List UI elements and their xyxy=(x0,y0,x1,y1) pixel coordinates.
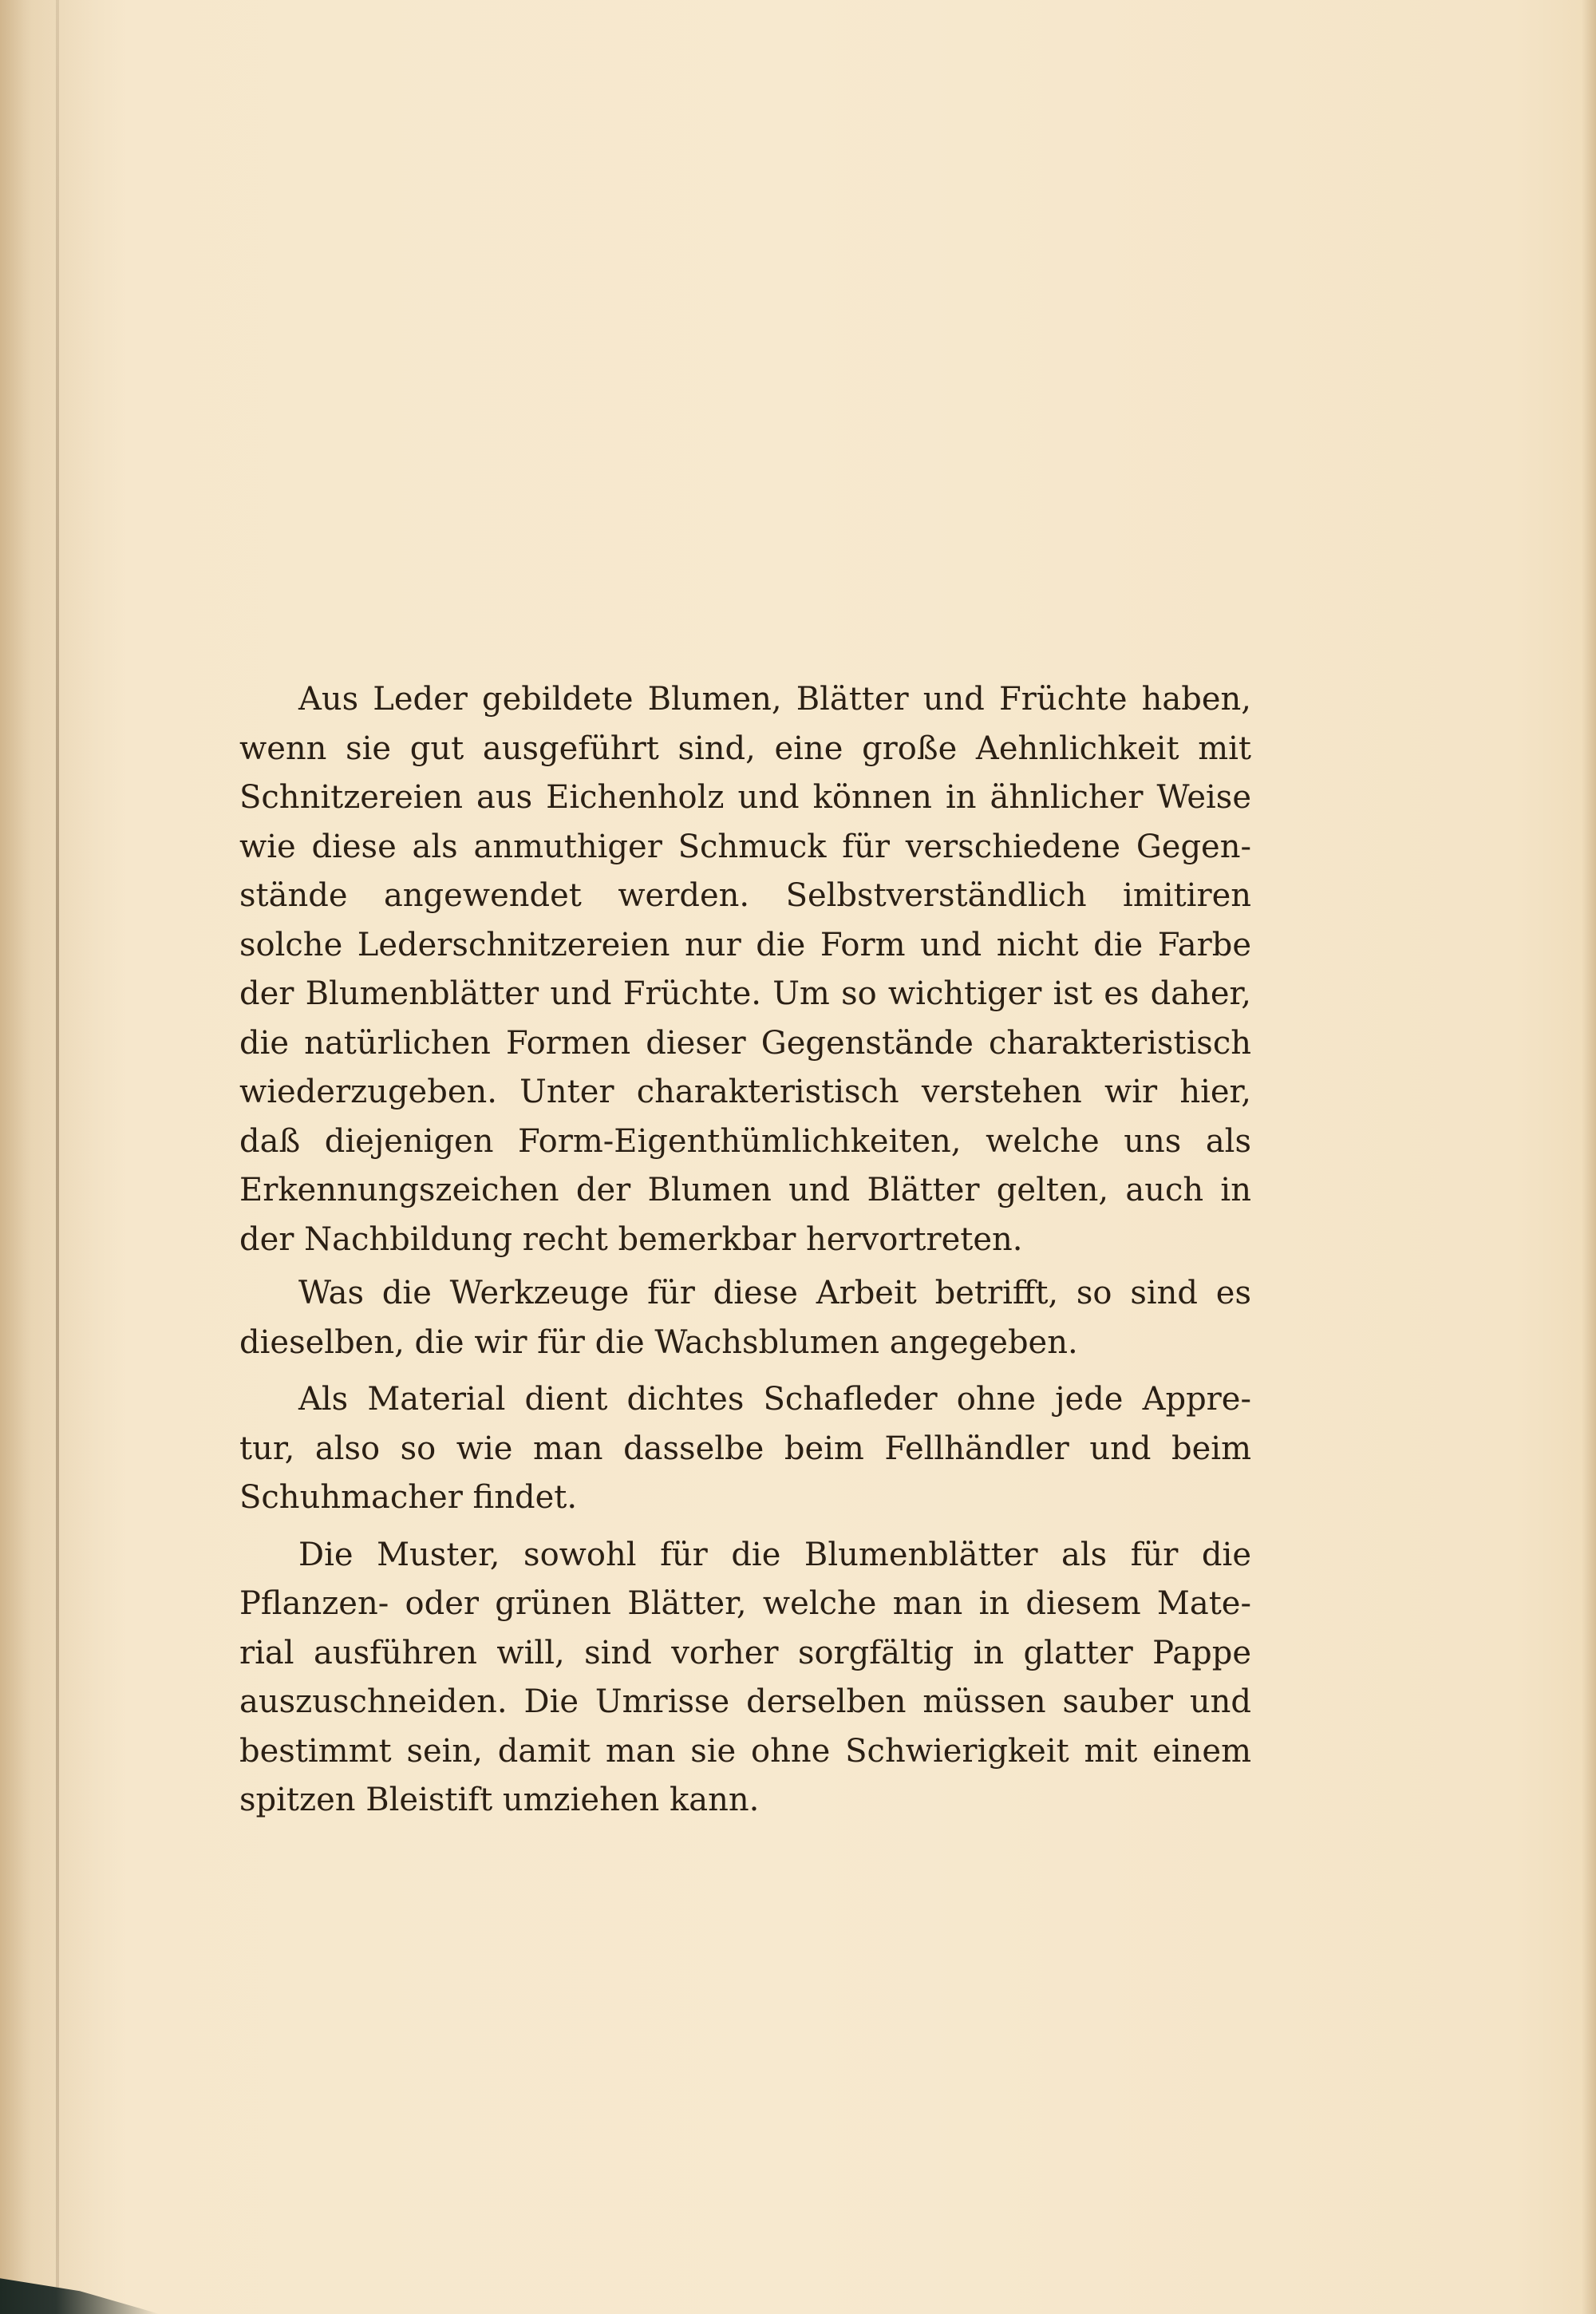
paragraph-leather-flowers: Aus Leder gebildete Blumen, Blätter und Früchte haben, wenn sie gut ausgeführt sind, eine große Aehnlichkeit mit Schnitzereien aus Eichenholz und können in ähnlicher Weise wie diese als anmuthiger Schmuck für verschiedene Gegen- stände angewendet werden. Selbstverständlich imitiren solche Lederschnitzereien nur die Form und nicht die Farbe der Blumenblätter und Früchte. Um so wichtiger ist es daher, die natürlichen Formen dieser Gegenstände charakteristisch wiederzugeben. Unter charakteristisch verstehen wir hier, daß diejenigen Form-Eigenthümlichkeiten, welche uns als Erkennungszeichen der Blumen und Blätter gelten, auch in der Nachbildung recht bemerkbar hervortreten. xyxy=(239,681,1251,1258)
page-right-edge xyxy=(1582,0,1596,2314)
page-fold-line xyxy=(56,0,59,2314)
paragraph-patterns: Die Muster, sowohl für die Blumenblätter als für die Pflanzen- oder grünen Blätter, welche man in diesem Mate- rial ausführen will, sind vorher sorgfältig in glatter Pappe auszuschneiden. Die Umrisse derselben müssen sauber und bestimmt sein, damit man sie ohne Schwierigkeit mit einem spitzen Bleistift umziehen kann. xyxy=(239,1536,1251,1818)
binding-shadow xyxy=(0,0,128,2314)
paragraph-material: Als Material dient dichtes Schafleder ohne jede Appre- tur, also so wie man dasselbe beim Fellhändler und beim Schuhmacher findet. xyxy=(239,1381,1251,1516)
body-text xyxy=(239,675,1251,1833)
paragraph-tools: Was die Werkzeuge für diese Arbeit betrifft, so sind es dieselben, die wir für die Wachsblumen angegeben. xyxy=(239,1275,1251,1361)
